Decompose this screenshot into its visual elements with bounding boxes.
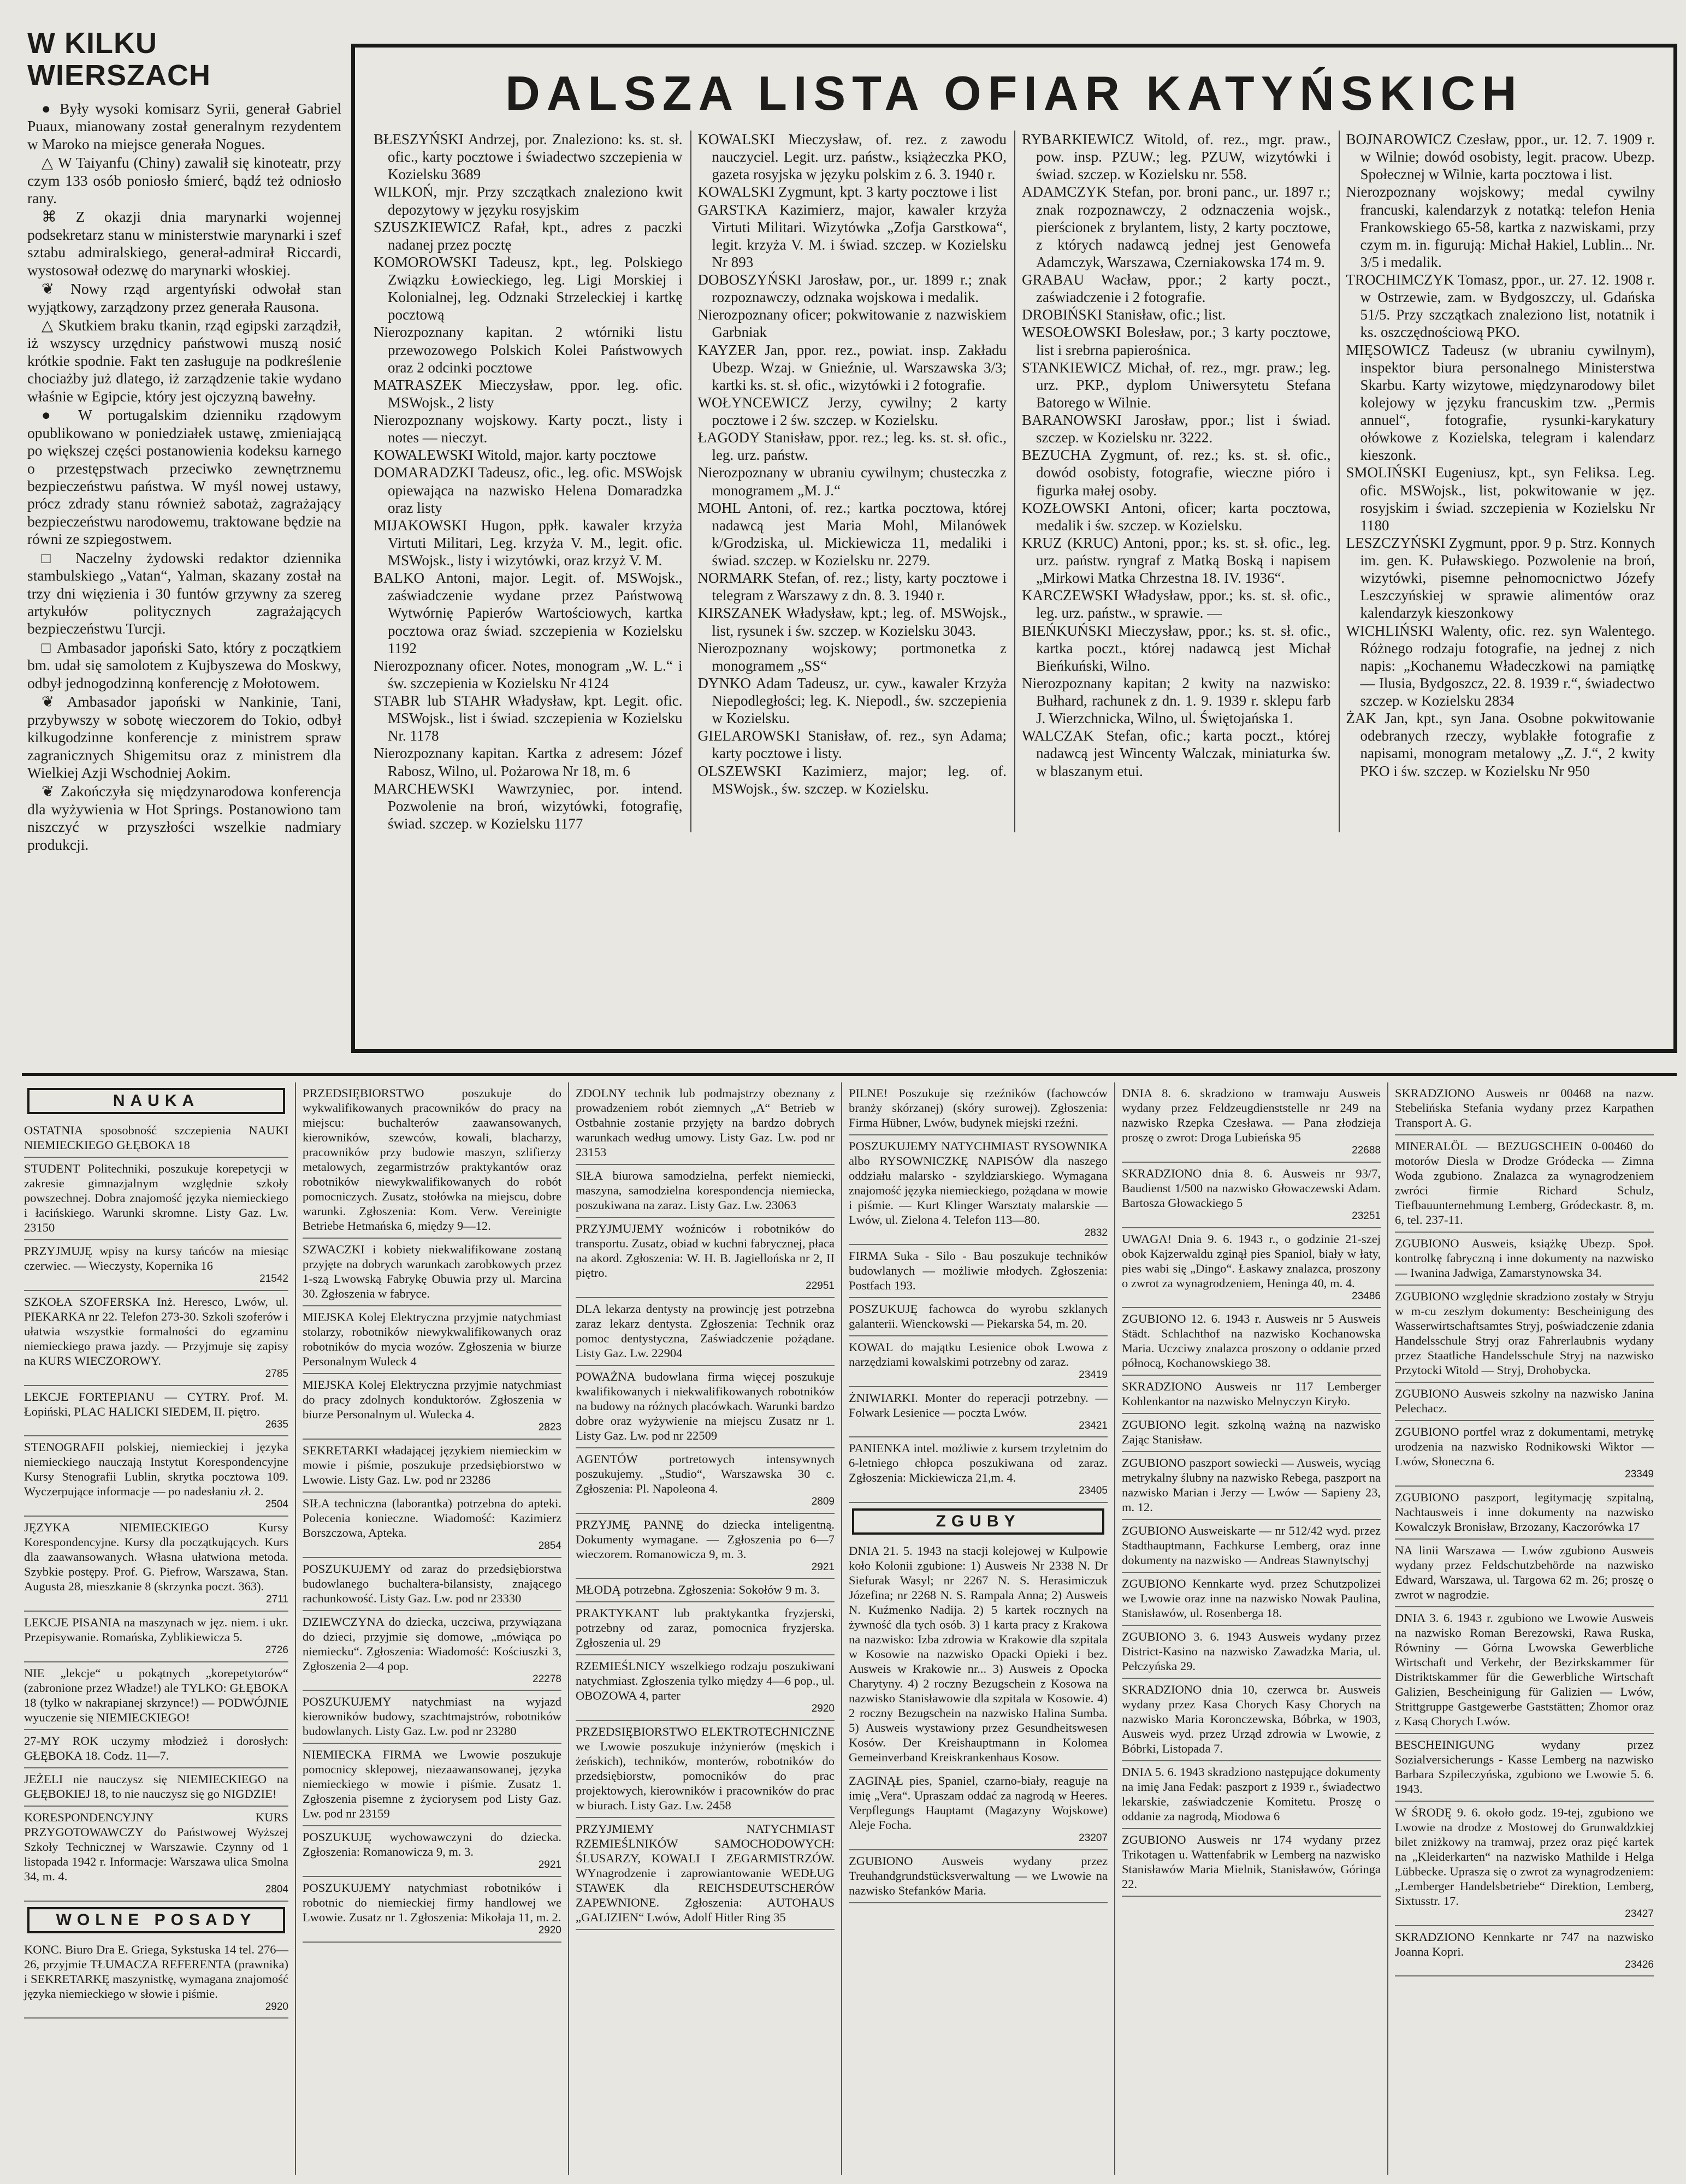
- news-item: △ Skutkiem braku tkanin, rząd egipski zarządził, iż wszyscy urzędnicy państwowi muszą nosić krótkie spodnie. Fakt ten zasługuje na podkreślenie chociażby już dlatego, iż zarządzenie takie wydano właśnie w Egipcie, który jest ojczyzną bawełny.: [27, 317, 341, 405]
- ad-text: ZGUBIONO paszport sowiecki — Ausweis, wyciąg metrykalny ślubny na nazwisko Rebega, paszport na nazwisko Marian i Jerzy — Lwów — Sapieny 23, m. 12.: [1122, 1456, 1381, 1514]
- katyn-list-title: DALSZA LISTA OFIAR KATYŃSKICH: [505, 66, 1523, 120]
- victim-entry: MATRASZEK Mieczysław, ppor. leg. ofic. MSWojsk., 2 listy: [374, 376, 683, 411]
- victim-entry: STANKIEWICZ Michał, of. rez., mgr. praw.; leg. urz. PKP., dyplom Uniwersytetu Stefana Batorego w Wilnie.: [1022, 359, 1331, 411]
- classified-ad: [1395, 1926, 1654, 1977]
- ad-text: NA linii Warszawa — Lwów zgubiono Ausweis wydany przez Feldschutzbehörde na nazwisko Edward, Warszawa, ul. Targowa 62 m. 26; proszę o zwrot w nagrodzie.: [1395, 1543, 1654, 1601]
- news-item: ● Były wysoki komisarz Syrii, generał Gabriel Puaux, mianowany został generalnym rezydentem w Maroko na miejsce generała Nogues.: [27, 99, 341, 152]
- victim-entry: Nierozpoznany wojskowy. Karty poczt., listy i notes — nieczyt.: [374, 412, 683, 446]
- classified-ad: [1395, 1421, 1654, 1487]
- victim-entry: Nierozpoznany w ubraniu cywilnym; chusteczka z monogramem „M. J.“: [697, 464, 1007, 499]
- news-item: ❦ Zakończyła się międzynarodowa konferencja dla wyżywienia w Hot Springs. Postanowiono tam niszczyć w przyszłości wszelkie nadmiary produkcji.: [27, 783, 341, 853]
- victim-entry: WOŁYNCEWICZ Jerzy, cywilny; 2 karty pocztowe i 2 św. szczep. w Kozielsku.: [697, 394, 1007, 428]
- classified-ad: [1395, 1082, 1654, 1135]
- ad-text: ZGUBIONO portfel wraz z dokumentami, metrykę urodzenia na nazwisko Rodnikowski Wiktor — Lwów, Słoneczna 6.: [1395, 1425, 1654, 1468]
- victim-entry: GARSTKA Kazimierz, major, kawaler krzyża Virtuti Militari. Wizytówka „Zofja Garstkowa“, legit. krzyża V. M. i świad. szczep. w Kozielsku Nr 893: [697, 201, 1007, 270]
- ad-text: ZGUBIONO względnie skradziono zostały w Stryju w m-cu zeszłym dokumenty: Bescheinigung des Wasserwirtschaftsamtes Stryj, poświadczenie zdania Handelsschule Stryj oraz Fahrerlaubnis wydany przez Staatliche Handelsschule Stryj na nazwisko Przytocki Witold — Stryj, Drohobycka.: [1395, 1289, 1654, 1377]
- victim-entry: Nierozpoznany kapitan. 2 wtórniki listu przewozowego Polskich Kolei Państwowych oraz 2 odcinki pocztowe: [374, 324, 683, 376]
- victim-entry: BALKO Antoni, major. Legit. of. MSWojsk., zaświadczenie wydane przez Państwową Wytwórnię Papierów Wartościowych, kartka pocztowa oraz świad. szczepienia w Kozielsku 1192: [374, 570, 683, 656]
- classified-ad: [849, 1082, 1108, 1135]
- ad-text: ZGUBIONO legit. szkolną ważną na nazwisko Zając Stanisław.: [1122, 1418, 1381, 1447]
- victim-entry: SZUSZKIEWICZ Rafał, kpt., adres z paczki nadanej przez pocztę: [374, 218, 683, 253]
- ad-number: 2504: [265, 1499, 288, 1511]
- classified-ad: [303, 1239, 561, 1306]
- classified-ad: [1395, 1734, 1654, 1802]
- classified-ad: [303, 1611, 561, 1691]
- ads-section-header: ZGUBY: [852, 1508, 1104, 1535]
- ad-text: PRZYJMUJĘ wpisy na kursy tańców na miesiąc czerwiec. — Wieczysty, Kopernika 16: [24, 1244, 288, 1272]
- ad-text: STUDENT Politechniki, poszukuje korepetycji w zakresie gimnazjalnym względnie szkoły powszechnej. Dobra znajomość języka niemieckiego i łacińskiego. Warunki skromne. Listy Gaz. Lw. 23150: [24, 1162, 288, 1234]
- classified-ad: [24, 1730, 288, 1768]
- victim-entry: BARANOWSKI Jarosław, ppor.; list i świad. szczep. w Kozielsku nr. 3222.: [1022, 412, 1331, 446]
- ad-text: POSZUKUJEMY NATYCHMIAST RYSOWNIKA albo RYSOWNICZKĘ NAPISÓW dla naszego oddziału malarsko - szyldziarskiego. Wymagana znajomość języka niemieckiego, pożądana w mowie i piśmie. — Kurt Klinger Warsztaty malarskie — Lwów, ul. Zielona 4. Telefon 113—80.: [849, 1139, 1108, 1227]
- ad-text: LEKCJE PISANIA na maszynach w jęz. niem. i ukr. Przepisywanie. Romańska, Zyblikiewicza 5.: [24, 1615, 288, 1644]
- classified-ad: [1122, 1452, 1381, 1520]
- classified-ad: [576, 1579, 835, 1602]
- ads-column: [295, 1082, 568, 2175]
- classified-ad: [1122, 1308, 1381, 1376]
- ad-text: JĘZYKA NIEMIECKIEGO Kursy Korespondencyjne. Kursy dla początkujących. Kurs dla zaawansowanych. Własna ułatwiona metoda. Szybkie postępy. Prof. G. Piefrow, Warszawa, Stan. Augusta 28, mieszkanie 8 (skrzynka poczt. 363).: [24, 1520, 288, 1594]
- ad-text: ZGUBIONO Ausweis wydany przez Treuhandgrundstücksverwaltung — we Lwowie na nazwisko Stefanków Maria.: [849, 1854, 1108, 1897]
- ad-text: PRZYJMĘ PANNĘ do dziecka inteligentną. Dokumenty wymagane. — Zgłoszenia po 6—7 wieczorem. Romanowicza 9, m. 3.: [576, 1517, 835, 1561]
- ad-text: LEKCJE FORTEPIANU — CYTRY. Prof. M. Łopiński, PLAC HALICKI SIEDEM, II. piętro.: [24, 1389, 288, 1418]
- news-column-title: W KILKU WIERSZACH: [27, 27, 211, 92]
- victim-entry: BEZUCHA Zygmunt, of. rez.; ks. st. sł. ofic., dowód osobisty, fotografie, wieczne pióro i figurka małej osoby.: [1022, 447, 1331, 499]
- classified-ad: [1122, 1082, 1381, 1163]
- victim-entry: OLSZEWSKI Kazimierz, major; leg. of. MSWojsk., św. szczep. w Kozielsku.: [697, 762, 1007, 797]
- ads-column: [841, 1082, 1114, 2175]
- ad-number: 2920: [811, 1703, 835, 1715]
- ads-column: [1114, 1082, 1387, 2175]
- ad-text: POWAŻNA budowlana firma więcej poszukuje kwalifikowanych i niekwalifikowanych robotników na budowy na różnych placówkach. Warunki bardzo dobre oraz wyżywienie na miejscu Zusatz nr 1. Listy Gaz. Lw. pod nr 22509: [576, 1369, 835, 1442]
- classified-ad: [576, 1082, 835, 1165]
- victim-entry: ŻAK Jan, kpt., syn Jana. Osobne pokwitowanie odebranych rzeczy, wyblakłe fotografie z napisami, monogram metalowy „Z. J.“, 2 kwity PKO i św. szczep. w Kozielsku Nr 950: [1346, 710, 1655, 779]
- ad-text: PRZYJMUJEMY woźniców i robotników do transportu. Zusatz, obiad w kuchni fabrycznej, płaca na akord. Zgłoszenia: W. H. B. Jagiellońska nr 2, II piętro.: [576, 1222, 835, 1280]
- victim-entry: KOWALSKI Zygmunt, kpt. 3 karty pocztowe i list: [697, 184, 997, 200]
- classified-ad: [576, 1165, 835, 1218]
- ad-number: 23349: [1625, 1469, 1654, 1480]
- classified-ad: [24, 1939, 288, 2019]
- ad-text: ZGUBIONO paszport, legitymację szpitalną, Nachtausweis i inne dokumenty na nazwisko Kowalczyk Bronisław, Brzozany, Kaczorówka 17: [1395, 1490, 1654, 1534]
- victim-entry: Nierozpoznany kapitan; 2 kwity na nazwisko: Bułhard, rachunek z dn. 1. 9. 1939 r. sklepu farb J. Wierzchnicka, Wilno, ul. Świętojańska 1.: [1022, 674, 1331, 727]
- ad-text: JEŻELI nie nauczysz się NIEMIECKIEGO na GŁĘBOKIEJ 18, to nie nauczysz się go NIGDZIE!: [24, 1772, 288, 1801]
- katyn-column: [1014, 131, 1331, 832]
- classified-ad: [576, 1298, 835, 1366]
- ad-text: ZDOLNY technik lub podmajstrzy obeznany z prowadzeniem robót ziemnych „A“ Betrieb w Ostbahnie zostanie przyjęty na bardzo dobrych warunkach według umowy. Listy Gaz. Lw. pod nr 23153: [576, 1086, 835, 1159]
- victim-entry: STABR lub STAHR Władysław, kpt. Legit. ofic. MSWojsk., list i świad. szczepienia w Kozielsku Nr. 1178: [374, 693, 683, 744]
- ad-text: SKRADZIONO Ausweis nr 117 Lemberger Kohlenkantor na nazwisko Melnyczyn Kiryło.: [1122, 1380, 1381, 1408]
- victim-entry: Nierozpoznany wojskowy; medal cywilny francuski, kalendarzyk z notatką: telefon Henia Frankowskiego 65-58, kartka z nazwiskami, przy czym m. in. figurują: Michał Hakiel, Lublin... Nr. 3/5 i medalik.: [1346, 184, 1655, 270]
- classified-ad: [1122, 1761, 1381, 1829]
- classified-ad: [849, 1135, 1108, 1245]
- classified-ad: [849, 1298, 1108, 1336]
- classified-ad: [303, 1744, 561, 1826]
- news-column: [27, 27, 341, 1065]
- classified-ad: [24, 1436, 288, 1517]
- news-item: ❦ Ambasador japoński w Nankinie, Tani, przybywszy w sobotę wieczorem do Tokio, odbył kilkugodzinne konferencje z ministrem spraw zagranicznych Shigemitsu oraz z ministrem dla Wielkiej Azji Wschodniej Aokim.: [27, 693, 341, 781]
- classified-ad: [576, 1721, 835, 1818]
- news-items: [27, 100, 341, 854]
- katyn-list-box: [351, 44, 1677, 1053]
- ad-text: 27-MY ROK uczymy młodzież i dorosłych: GŁĘBOKA 18. Codz. 11—7.: [24, 1733, 288, 1762]
- ad-number: 2920: [538, 1925, 561, 1937]
- ad-number: 23405: [1079, 1485, 1108, 1497]
- ad-number: 2921: [538, 1859, 561, 1871]
- ad-number: 22278: [533, 1673, 561, 1685]
- ad-text: ŻNIWIARKI. Monter do reperacji potrzebny. — Folwark Lesienice — poczta Lwów.: [849, 1390, 1108, 1419]
- classified-ad: [1395, 1286, 1654, 1383]
- victim-entry: GIELAROWSKI Stanisław, of. rez., syn Adama; karty pocztowe i listy.: [697, 727, 1007, 762]
- ad-number: 2711: [266, 1594, 288, 1606]
- classified-ad: [1395, 1487, 1654, 1540]
- ad-text: SZKOŁA SZOFERSKA Inż. Heresco, Lwów, ul. PIEKARKA nr 22. Telefon 273-30. Szkoli szoferów i ułatwia wszystkie formalności do egzaminu niemieckiego prawa jazdy. — Przyjmuje się zapisy na KURS WIECZOROWY.: [24, 1294, 288, 1368]
- ad-text: PRZEDSIĘBIORSTWO poszukuje do wykwalifikowanych pracowników do pracy na miejscu: buchalterów zaawansowanych, kierowników, szewców, kowali, blacharzy, pracowników przy budowie maszyn, szlifierzy metalowych, zegarmistrzów praktykantów oraz robotników niewykwalifikowanych do robót pomocniczych. Zusatz, stołówka na miejscu, dobre warunki. Zgłoszenia: Kom. Verw. Vereinigte Betriebe Hetmańska 6, między 9—12.: [303, 1086, 561, 1233]
- news-item: ⌘ Z okazji dnia marynarki wojennej podsekretarz stanu w ministerstwie marynarki i szef sztabu admiralskiego, generał-admirał Riccardi, wystosował odezwę do marynarki włoskiej.: [27, 208, 341, 279]
- ad-text: DLA lekarza dentysty na prowincję jest potrzebna zaraz lekarz dentysta. Zgłoszenia: Technik oraz pomoc dentystyczna, Zaświadczenie pożądane. Listy Gaz. Lw. 22904: [576, 1301, 835, 1360]
- victim-entry: WALCZAK Stefan, ofic.; karta poczt., której nadawcą jest Wincenty Walczak, miniaturka św. w blaszanym etui.: [1022, 727, 1331, 779]
- ad-text: POSZUKUJĘ wychowawczyni do dziecka. Zgłoszenia: Romanowicza 9, m. 3.: [303, 1830, 561, 1859]
- classified-ad: [24, 1807, 288, 1902]
- ad-text: MŁODĄ potrzebna. Zgłoszenia: Sokołów 9 m. 3.: [576, 1583, 820, 1597]
- classified-ad: [303, 1440, 561, 1493]
- victim-entry: RYBARKIEWICZ Witold, of. rez., mgr. praw., pow. insp. PZUW.; leg. PZUW, wizytówki i świad. szczep. w Kozielsku nr. 558.: [1022, 131, 1331, 183]
- katyn-column: [374, 131, 683, 832]
- ad-number: 22951: [806, 1280, 835, 1292]
- classified-ad: [1395, 1607, 1654, 1734]
- classified-ad: [849, 1336, 1108, 1387]
- victim-entry: Nierozpoznany oficer; pokwitowanie z nazwiskiem Garbniak: [697, 306, 1007, 341]
- ad-text: POSZUKUJEMY od zaraz do przedsiębiorstwa budowlanego buchaltera-bilansisty, znającego rachunkowość. Listy Gaz. Lw. pod nr 23330: [303, 1561, 561, 1605]
- classified-ad: [303, 1691, 561, 1744]
- ad-text: ZGUBIONO Ausweiskarte — nr 512/42 wyd. przez Stadthauptmann, Fachkurse Lemberg, oraz inne dokumenty na nazwisko — Andreas Stawnytschyj: [1122, 1524, 1381, 1567]
- victim-entry: BOJNAROWICZ Czesław, ppor., ur. 12. 7. 1909 r. w Wilnie; dowód osobisty, legit. pracow. Ubezp. Społecznej w Wilnie, karta pocztowa i list.: [1346, 131, 1655, 183]
- classified-ad: [576, 1448, 835, 1514]
- ad-text: PRZYJMIEMY NATYCHMIAST RZEMIEŚLNIKÓW SAMOCHODOWYCH: ŚLUSARZY, KOWALI I ZEGARMISTRZÓW. WYnagrodzenie i zaprowiantowanie WEDŁUG STAWEK dla REICHSDEUTSCHERÓW ZAPEWNIONE. Zgłoszenia: AUTOHAUS „GALIZIEN“ Lwów, Adolf Hitler Ring 35: [576, 1822, 835, 1925]
- ad-number: 23251: [1352, 1210, 1381, 1222]
- victim-entry: Nierozpoznany oficer. Notes, monogram „W. L.“ i św. szczepienia w Kozielsku Nr 4124: [374, 657, 683, 691]
- classified-ad: [1395, 1135, 1654, 1233]
- victim-entry: MIĘSOWICZ Tadeusz (w ubraniu cywilnym), inspektor biura personalnego Ministerstwa Skarbu. Karty wizytowe, międzynarodowy bilet kolejowy w języku francuskim tzw. „Permis annuel“, fotografie, rysunki-karykatury ołówkowe z Kozielska, telegram i kalendarz kieszonk.: [1346, 341, 1655, 464]
- victim-entry: ADAMCZYK Stefan, por. broni panc., ur. 1897 r.; znak rozpoznawczy, 2 odznaczenia wojsk., pierścionek z brylantem, listy, 2 karty pocztowe, z których nadawcą jednej jest Genowefa Adamczyk, Warszawa, Czerniakowska 174 m. 9.: [1022, 184, 1331, 270]
- news-item: □ Ambasador japoński Sato, który z początkiem bm. udał się samolotem z Kujbyszewa do Moskwy, odbył jednogodzinną konferencję z Mołotowem.: [27, 638, 341, 691]
- ad-text: POSZUKUJĘ fachowca do wyrobu szklanych galanterii. Wienckowski — Piekarska 54, m. 20.: [849, 1301, 1108, 1330]
- ad-text: RZEMIEŚLNICY wszelkiego rodzaju poszukiwani natychmiast. Zgłoszenia tylko między 4—6 pop., ul. OBOZOWA 4, parter: [576, 1659, 835, 1703]
- ad-number: 23427: [1625, 1908, 1654, 1920]
- victim-entry: NORMARK Stefan, of. rez.; listy, karty pocztowe i telegram z Warszawy z dn. 8. 3. 1940 r.: [697, 570, 1007, 604]
- classified-ad: [303, 1374, 561, 1440]
- classified-ad: [303, 1493, 561, 1558]
- ad-text: PANIENKA intel. możliwie z kursem trzyletnim do 6-letniego chłopca poszukiwana od zaraz. Zgłoszenia: Mickiewicza 21,m. 4.: [849, 1441, 1108, 1485]
- classified-ad: [1122, 1376, 1381, 1414]
- ad-text: ZGUBIONO Ausweis, książkę Ubezp. Społ. kontrolkę fabryczną i inne dokumenty na nazwisko — Iwanina Jadwiga, Zamarstynowska 34.: [1395, 1236, 1654, 1280]
- victim-entry: LESZCZYŃSKI Zygmunt, ppor. 9 p. Strz. Konnych im. gen. K. Puławskiego. Pozwolenie na broń, wizytówki, pisemne pełnomocnictwo Józefy Leszczyńskiej w sprawie alimentów oraz kalendarzyk kieszonkowy: [1346, 534, 1655, 622]
- classified-ad: [849, 1387, 1108, 1438]
- classified-ad: [1122, 1520, 1381, 1573]
- ads-section-header: NAUKA: [27, 1088, 285, 1114]
- ad-text: SKRADZIONO Kennkarte nr 747 na nazwisko Joanna Kopri.: [1395, 1930, 1654, 1958]
- ad-number: 2785: [265, 1368, 288, 1380]
- ad-number: 23421: [1079, 1419, 1108, 1431]
- victim-entry: KRUZ (KRUC) Antoni, ppor.; ks. st. sł. ofic., leg. urz. państw. ryngraf z Matką Boską i napisem „Mirkowi Matka Chrzestna 18. IV. 1936“.: [1022, 534, 1331, 587]
- victim-entry: DYNKO Adam Tadeusz, ur. cyw., kawaler Krzyża Niepodległości; leg. K. Niepodl., św. szczepienia w Kozielsku.: [697, 674, 1007, 727]
- victim-entry: KARCZEWSKI Władysław, ppor.; ks. st. sł. ofic., leg. urz. państw., w sprawie. —: [1022, 587, 1331, 622]
- victim-entry: KAYZER Jan, ppor. rez., powiat. insp. Zakładu Ubezp. Wzaj. w Gnieźnie, ul. Warszawska 3/3; kartki ks. st. sł. ofic., wizytówki i 2 fotografie.: [697, 341, 1007, 393]
- ad-text: SKRADZIONO Ausweis nr 00468 na nazw. Stebelińska Stefania wydany przez Karpathen Transport A. G.: [1395, 1086, 1654, 1129]
- classified-ad: [1395, 1233, 1654, 1286]
- victim-entry: KOMOROWSKI Tadeusz, kpt., leg. Polskiego Związku Łowieckiego, leg. Ligi Morskiej i Kolonialnej, leg. Odznaki Strzeleckiej i kartkę pocztową: [374, 253, 683, 323]
- victim-entry: BŁESZYŃSKI Andrzej, por. Znaleziono: ks. st. sł. ofic., karty pocztowe i świadectwo szczepienia w Kozielsku 3689: [374, 131, 683, 183]
- ad-text: SZWACZKI i kobiety niekwalifikowane zostaną przyjęte na dobrych warunkach zarobkowych przez 1-szą Lwowską Fabrykę Obuwia przy ul. Marcina 30. Zgłoszenia w fabryce.: [303, 1242, 561, 1300]
- ad-text: UWAGA! Dnia 9. 6. 1943 r., o godzinie 21-szej obok Kajzerwaldu zginął pies Spaniol, biały w łaty, pies wabi się „Dingo“. Łaskawy znalazca, proszony o zwrot za wynagrodzeniem, Heninga 40, m. 4.: [1122, 1232, 1381, 1290]
- victim-entry: SMOLIŃSKI Eugeniusz, kpt., syn Feliksa. Leg. ofic. MSWojsk., list, pokwitowanie w jęz. rosyjskim i świad. szczepienia w Kozielsku Nr 1180: [1346, 464, 1655, 534]
- classified-ad: [576, 1818, 835, 1930]
- katyn-list-columns: [355, 131, 1673, 832]
- ad-number: 23426: [1625, 1958, 1654, 1970]
- ad-text: ZGUBIONO 3. 6. 1943 Ausweis wydany przez District-Kasino na nazwisko Zawadzka Maria, ul. Pełczyńska 29.: [1122, 1630, 1381, 1673]
- news-item: □ Naczelny żydowski redaktor dziennika stambulskiego „Vatan“, Yalman, skazany został na trzy dni więzienia i 30 funtów grzywny za szereg artykułów politycznych zagrażających bezpieczeństwu Turcji.: [27, 549, 341, 637]
- classified-ad: [303, 1877, 561, 1943]
- ad-text: ZGUBIONO 12. 6. 1943 r. Ausweis nr 5 Ausweis Städt. Schlachthof na nazwisko Kochanowska Maria. Uczciwy znalazca proszony o oddanie przed północą, Kochanowskiego 38.: [1122, 1312, 1381, 1370]
- victim-entry: DOBOSZYŃSKI Jarosław, por., ur. 1899 r.; znak rozpoznawczy, odznaka wojskowa i medalik.: [697, 271, 1007, 306]
- classified-ad: [1395, 1383, 1654, 1421]
- ad-text: KORESPONDENCYJNY KURS PRZYGOTOWAWCZY do Państwowej Wyższej Szkoły Technicznej w Warszawie. Czynny od 1 listopada 1942 r. Informacje: Warszawa ulica Smolna 34, m. 4.: [24, 1810, 288, 1883]
- victim-entry: WILKOŃ, mjr. Przy szczątkach znaleziono kwit depozytowy w języku rosyjskim: [374, 184, 683, 218]
- victim-entry: BIEŃKUŃSKI Mieczysław, ppor.; ks. st. sł. ofic., kartka poczt., której nadawcą jest Michał Bieńkuński, Wilno.: [1022, 622, 1331, 674]
- classified-ad: [849, 1540, 1108, 1770]
- ad-number: 21542: [259, 1273, 288, 1285]
- ad-text: KONC. Biuro Dra E. Griega, Sykstuska 14 tel. 276—26, przyjmie TŁUMACZA REFERENTA (prawnika) i SEKRETARKĘ maszynistkę, wymagana znajomość języka niemieckiego w słowie i piśmie.: [24, 1942, 288, 2000]
- ad-number: 2823: [538, 1422, 561, 1433]
- victim-entry: DROBIŃSKI Stanisław, ofic.; list.: [1022, 306, 1226, 323]
- victim-entry: KOZŁOWSKI Antoni, oficer; karta pocztowa, medalik i św. szczep. w Kozielsku.: [1022, 499, 1331, 534]
- classified-ad: [1122, 1228, 1381, 1309]
- classified-ad: [303, 1826, 561, 1877]
- classified-ad: [576, 1218, 835, 1298]
- classified-ad: [1122, 1163, 1381, 1228]
- classified-ads: [22, 1082, 1677, 2175]
- ad-text: DNIA 5. 6. 1943 skradziono następujące dokumenty na imię Jana Fedak: paszport z 1939 r., świadectwo lekarskie, zaświadczenie Komitetu. Proszę o oddanie za nagrodą, Miodowa 6: [1122, 1765, 1381, 1824]
- classified-ad: [1395, 1802, 1654, 1926]
- ad-number: 23419: [1079, 1369, 1108, 1381]
- ad-text: ZGUBIONO Ausweis szkolny na nazwisko Janina Pelechacz.: [1395, 1387, 1654, 1415]
- ad-number: 2832: [1084, 1227, 1108, 1239]
- ad-text: STENOGRAFII polskiej, niemieckiej i języka niemieckiego nauczają Instytut Korespondencyjne Kursy Stenografii Lublin, skrytka pocztowa 109. Wyczerpujące informacje — po nadesłaniu zł. 2.: [24, 1440, 288, 1499]
- classified-ad: [849, 1245, 1108, 1298]
- classified-ad: [303, 1082, 561, 1239]
- victim-entry: WICHLIŃSKI Walenty, ofic. rez. syn Walentego. Różnego rodzaju fotografie, na jednej z nich napis: „Kochanemu Władeczkowi na pamiątkę — Ilusia, Bydgoszcz, 22. 8. 1939 r.“, świadectwo szczep. w Kozielsku 2834: [1346, 622, 1655, 709]
- classified-ad: [24, 1158, 288, 1240]
- classified-ad: [1122, 1679, 1381, 1761]
- victim-entry: DOMARADZKI Tadeusz, ofic., leg. ofic. MSWojsk opiewająca na nazwisko Helena Domaradzka oraz listy: [374, 464, 683, 516]
- news-item: ❦ Nowy rząd argentyński odwołał stan wyjątkowy, zarządzony przez generała Rausona.: [27, 280, 341, 315]
- classified-ad: [24, 1662, 288, 1730]
- victim-entry: Nierozpoznany kapitan. Kartka z adresem: Józef Rabosz, Wilno, ul. Pożarowa Nr 18, m. 6: [374, 745, 683, 779]
- victim-entry: TROCHIMCZYK Tomasz, ppor., ur. 27. 12. 1908 r. w Ostrzewie, zam. w Bydgoszczy, ul. Gdańska 51/5. Przy szczątkach znaleziono list, notatnik i ks. oszczędnościową PKO.: [1346, 271, 1655, 341]
- victim-entry: MIJAKOWSKI Hugon, ppłk. kawaler krzyża Virtuti Militari, Leg. krzyża V. M., legit. ofic. MSWojsk., listy i wizytówki, oraz krzyż V. M.: [374, 517, 683, 569]
- classified-ad: [849, 1437, 1108, 1503]
- ad-number: 2920: [265, 2000, 288, 2013]
- classified-ad: [24, 1768, 288, 1807]
- ad-text: MIEJSKA Kolej Elektryczna przyjmie natychmiast do pracy zdolnych konduktorów. Zgłoszenia w biurze Personalnym ul. Wulecka 4.: [303, 1378, 561, 1421]
- ad-number: 2804: [265, 1883, 288, 1895]
- ad-text: MIEJSKA Kolej Elektryczna przyjmie natychmiast stolarzy, robotników niewykwalifikowanych oraz robotników do mycia wozów. Zgłoszenia w biurze Personalnym Wuleck 4: [303, 1310, 561, 1368]
- ad-text: DNIA 3. 6. 1943 r. zgubiono we Lwowie Ausweis na nazwisko Roman Berezowski, Rawa Ruska, Równiny — Górna Lwowska Gewerbliche Wirtschaft und Verkehr, der Bezirkskammer für Distriktskammer für die Gewerbliche Wirtschaft Galizien, Bescheinigung für Galizien — Lwów, Strittgruppe Gastgewerbe Gaststätten; Zhomor oraz z Kasą Chorych Lwów.: [1395, 1611, 1654, 1728]
- ad-number: 22688: [1352, 1145, 1381, 1156]
- ad-number: 2921: [811, 1561, 835, 1573]
- ad-number: 2635: [265, 1418, 288, 1430]
- classified-ad: [1395, 1540, 1654, 1607]
- ad-text: ZAGINĄŁ pies, Spaniel, czarno-biały, reaguje na imię „Vera“. Upraszam oddać za nagrodą w Heeres. Verpflegungs Hauptamt (Magazyny Wojskowe) Aleje Focha.: [849, 1774, 1108, 1832]
- ad-text: PRAKTYKANT lub praktykantka fryzjerski, potrzebny od zaraz, pomocnica fryzjerska. Zgłoszenia ul. 29: [576, 1606, 835, 1650]
- classified-ad: [303, 1558, 561, 1611]
- victim-entry: MOHL Antoni, of. rez.; kartka pocztowa, której nadawcą jest Maria Mohl, Milanówek k/Grodziska, ul. Mickiewicza 11, medaliki i świad. szczep. w Kozielsku nr. 2279.: [697, 499, 1007, 569]
- ad-text: NIEMIECKA FIRMA we Lwowie poszukuje pomocnicy sklepowej, niezaawansowanej, języka niemieckiego w mowie i piśmie. Zusatz 1. Zgłoszenia pisemne z życiorysem pod Listy Gaz. Lw. pod nr 23159: [303, 1748, 561, 1821]
- classified-ad: [24, 1386, 288, 1437]
- news-item: ● W portugalskim dzienniku rządowym opublikowano w poniedziałek ustawę, zmieniającą po większej części postanowienia kodeksu karnego o przestępstwach przeciwko zewnętrznemu bezpieczeństwu państwa. W myśl nowej ustawy, prócz zdrady stanu również sabotaż, zagrażający bezpieczeństwu narodowemu, traktowane będzie na równi ze szpiegostwem.: [27, 406, 341, 548]
- ad-text: ZGUBIONO Ausweis nr 174 wydany przez Trikotagen u. Wattenfabrik w Lemberg na nazwisko Stanisławów Maria Mielnik, Stanisławów, Góringa 22.: [1122, 1833, 1381, 1891]
- ad-text: BESCHEINIGUNG wydany przez Sozialversicherungs - Kasse Lemberg na nazwisko Barbara Szpileczyńska, zgubiono we Lwowie 5. 6. 1943.: [1395, 1737, 1654, 1796]
- classified-ad: [849, 1850, 1108, 1903]
- ad-text: SIŁA biurowa samodzielna, perfekt niemiecki, maszyna, samodzielna korespondencja niemiecka, poszukiwana na zaraz. Listy Gaz. Lw. 23063: [576, 1169, 835, 1212]
- ads-column: [568, 1082, 841, 2175]
- ad-text: PILNE! Poszukuje się rzeźników (fachowców branży skórzanej) (skóry surowej). Zgłoszenia: Firma Hübner, Lwów, budynek miejski rzeźni.: [849, 1086, 1108, 1129]
- ad-text: AGENTÓW portretowych intensywnych poszukujemy. „Studio“, Warszawska 30 c. Zgłoszenia: Pl. Napoleona 4.: [576, 1452, 835, 1495]
- classified-ad: [1122, 1829, 1381, 1897]
- classified-ad: [303, 1306, 561, 1374]
- ad-text: DZIEWCZYNA do dziecka, uczciwa, przywiązana do dzieci, przyjmie się domowe, „mówiąca po niemiecku“. Zgłoszenia: Wiadomość: Kościuszki 3, Zgłoszenia 2—4 pop.: [303, 1614, 561, 1673]
- classified-ad: [849, 1770, 1108, 1850]
- ad-text: NIE „lekcje“ u pokątnych „korepetytorów“ (zabronione przez Władze!) ale TYLKO: GŁĘBOKA 18 (tylko w nakrapianej skrzynce!) — PODWÓJNIE wyuczenie się NIEMIECKIEGO!: [24, 1666, 288, 1724]
- ad-number: 23207: [1079, 1832, 1108, 1844]
- ad-text: POSZUKUJEMY natychmiast na wyjazd kierowników budowy, szachtmajstrów, robotników budowlanych. Listy Gaz. Lw. pod nr 23280: [303, 1695, 561, 1738]
- ads-section-header: WOLNE POSADY: [27, 1907, 285, 1933]
- ad-text: DNIA 8. 6. skradziono w tramwaju Ausweis wydany przez Feldzeugdienststelle nr 249 na nazwisko Rzepka Czesława. — Pana złodzieja proszę o zwrot: Droga Lubieńska 95: [1122, 1086, 1381, 1144]
- ads-column: [1387, 1082, 1660, 2175]
- ad-text: SEKRETARKI władającej językiem niemieckim w mowie i piśmie, poszukuje przedsiębiorstwo w Lwowie. Listy Gaz. Lw. pod nr 23286: [303, 1443, 561, 1487]
- victim-entry: MARCHEWSKI Wawrzyniec, por. intend. Pozwolenie na broń, wizytówki, fotografię, świad. szczep. w Kozielsku 1177: [374, 780, 683, 832]
- ad-text: SKRADZIONO dnia 8. 6. Ausweis nr 93/7, Baudienst 1/500 na nazwisko Głowaczewski Adam. Bartosza Głowackiego 5: [1122, 1166, 1381, 1210]
- katyn-column: [690, 131, 1007, 832]
- classified-ad: [576, 1602, 835, 1655]
- classified-ad: [576, 1655, 835, 1721]
- classified-ad: [1122, 1414, 1381, 1452]
- victim-entry: KIRSZANEK Władysław, kpt.; leg. of. MSWojsk., list, rysunek i św. szczep. w Kozielsku 3043.: [697, 605, 1007, 639]
- ad-text: SKRADZIONO dnia 10, czerwca br. Ausweis wydany przez Kasa Chorych Kasy Chorych na nazwisko Maria Koronczewska, Bóbrka, w 1903, Ausweis wyd. przez Urząd zdrowia w Lwowie, z Bóbrki, Listopada 7.: [1122, 1683, 1381, 1756]
- katyn-column: [1339, 131, 1655, 832]
- ad-number: 2809: [811, 1495, 835, 1507]
- ad-text: KOWAL do majątku Lesienice obok Lwowa z narzędziami kowalskimi potrzebny od zaraz.: [849, 1340, 1108, 1369]
- classified-ad: [24, 1120, 288, 1158]
- ad-text: ZGUBIONO Kennkarte wyd. przez Schutzpolizei we Lwowie oraz inne na nazwisko Nowak Paulina, Stanisławów, ul. Rosenberga 18.: [1122, 1577, 1381, 1620]
- classified-ad: [576, 1514, 835, 1579]
- ad-text: DNIA 21. 5. 1943 na stacji kolejowej w Kulpowie koło Kolonii zgubione: 1) Ausweis Nr 2338 N. Dr Siefurak Wasyl; nr 2267 N. S. Herasimiczuk Józefina; nr 2268 N. S. Rampala Anna; 2) Ausweis N. Kuźmenko Nadija. 2) 5 kartek rocznych na żywność dla tych osób. 3) 1 karta pracy z Krakowa na nazwisko: Izba zdrowia w Krakowie dla szpitala w Kosowie na nazwisko Opacki Opieki i bez. Ausweis w Krakowie nr... 3) Ausweis z Opocka Charytyny. 4) 2 roczny Bezugschein z Kosowa na nazwisko Stanisławowie dla szpitala w Kosowie. 4) 2 roczny Bezugschein na nazwisko Halina Sumba. 5) Ausweis wystawiony przez Gesundheitswesen Kosów. Der Kreishauptmann in Kolomea Gemeinverband Kreiskrankenhaus Kosow.: [849, 1544, 1108, 1765]
- ad-text: SIŁA techniczna (laborantka) potrzebna do apteki. Polecenia konieczne. Wiadomość: Kazimierz Borszczowa, Apteka.: [303, 1496, 561, 1540]
- victim-entry: Nierozpoznany wojskowy; portmonetka z monogramem „SS“: [697, 640, 1007, 674]
- classified-ad: [24, 1612, 288, 1662]
- ad-number: 2854: [538, 1540, 561, 1552]
- ad-text: OSTATNIA sposobność szczepienia NAUKI NIEMIECKIEGO GŁĘBOKA 18: [24, 1123, 288, 1152]
- section-divider: [22, 1073, 1677, 1076]
- classified-ad: [576, 1366, 835, 1448]
- victim-entry: ŁAGODY Stanisław, ppor. rez.; leg. ks. st. sł. ofic., leg. urz. państw.: [697, 429, 1007, 464]
- ad-text: PRZEDSIĘBIORSTWO ELEKTROTECHNICZNE we Lwowie poszukuje inżynierów (męskich i żeńskich), techników, monterów, robotników do przedsiębiorstw, pomocników do prac projektowych, kierowników i pracowników do prac w biurach. Listy Gaz. Lw. 2458: [576, 1725, 835, 1813]
- news-item: △ W Taiyanfu (Chiny) zawalił się kinoteatr, przy czym 133 osób poniosło śmierć, bądź też odniosło rany.: [27, 154, 341, 206]
- victim-entry: KOWALEWSKI Witold, major. karty pocztowe: [374, 447, 656, 464]
- ad-number: 2726: [265, 1644, 288, 1656]
- ad-number: 23486: [1352, 1290, 1381, 1302]
- ads-column: [22, 1082, 295, 2175]
- victim-entry: GRABAU Wacław, ppor.; 2 karty poczt., zaświadczenie i 2 fotografie.: [1022, 271, 1331, 306]
- ad-text: W ŚRODĘ 9. 6. około godz. 19-tej, zgubiono we Lwowie na drodze z Mostowej do Grunwaldzkiej bilet zniżkowy na tramwaj, przez oraz pięć kartek na „Kleiderkarten“ na nazwisko Mathilde i Helga Lübbecke. Uprasza się o zwrot za wynagrodzeniem: „Lemberger Handelsbetriebe“ Direktion, Lemberg, Sixtusstr. 17.: [1395, 1805, 1654, 1908]
- ad-text: POSZUKUJEMY natychmiast robotników i robotnic do niemieckiej firmy handlowej we Lwowie. Zusatz nr 1. Zgłoszenia: Mikołaja 11, m. 2.: [303, 1881, 561, 1925]
- victim-entry: KOWALSKI Mieczysław, of. rez. z zawodu nauczyciel. Legit. urz. państw., książeczka PKO, gazeta rosyjska w języku polskim z 6. 3. 1940 r.: [697, 131, 1007, 183]
- classified-ad: [1122, 1573, 1381, 1626]
- classified-ad: [24, 1240, 288, 1291]
- ad-text: FIRMA Suka - Silo - Bau poszukuje techników budowlanych — możliwie młodych. Zgłoszenia: Postfach 193.: [849, 1248, 1108, 1292]
- classified-ad: [24, 1291, 288, 1386]
- classified-ad: [1122, 1626, 1381, 1679]
- victim-entry: WESOŁOWSKI Bolesław, por.; 3 karty pocztowe, list i srebrna papierośnica.: [1022, 324, 1331, 358]
- ad-text: MINERALÖL — BEZUGSCHEIN 0-00460 do motorów Diesla w Drodze Gródecka — Zimna Woda zgubiono. Znalazca za wynagrodzeniem zwróci firmie Richard Schulz, Tiefbauunternehmung Lemberg, Gródeckastr. 8, m. 6, tel. 237-11.: [1395, 1139, 1654, 1227]
- classified-ad: [24, 1517, 288, 1612]
